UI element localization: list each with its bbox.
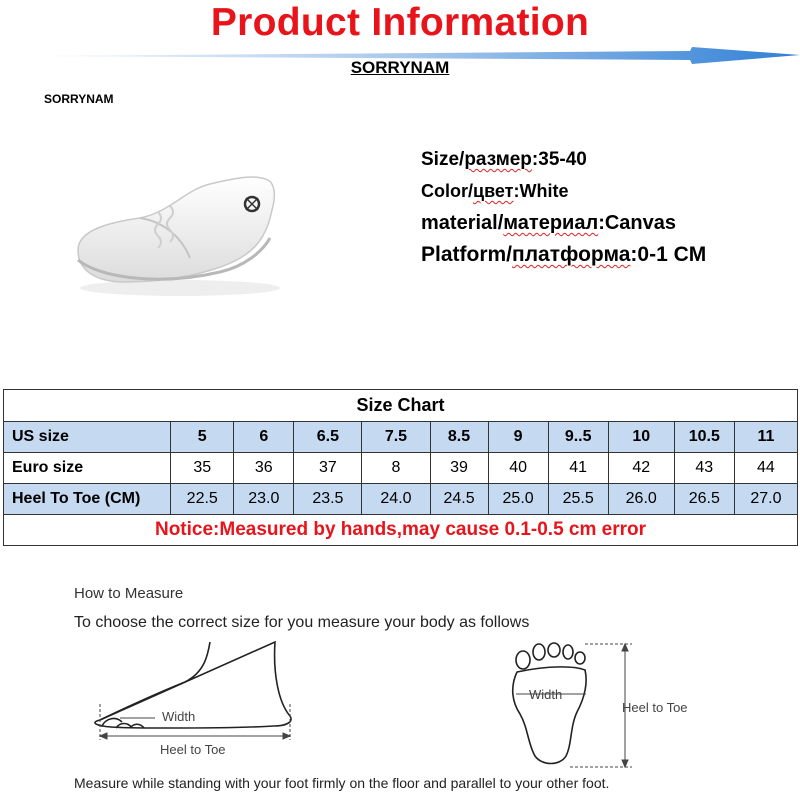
table-cell: 5 xyxy=(171,422,234,453)
table-cell: 8 xyxy=(362,453,430,484)
row-header: Euro size xyxy=(4,453,171,484)
table-cell: 41 xyxy=(548,453,608,484)
table-cell: 10 xyxy=(608,422,674,453)
size-chart-table xyxy=(3,389,798,546)
side-length-label: Heel to Toe xyxy=(160,742,226,757)
table-cell: 27.0 xyxy=(734,484,797,515)
measure-instruction: To choose the correct size for you measure your body as follows xyxy=(74,614,530,631)
table-row xyxy=(4,484,798,515)
side-width-label: Width xyxy=(162,709,196,724)
table-cell: 6 xyxy=(234,422,294,453)
table-cell: 43 xyxy=(674,453,734,484)
spec-platform: Platform/платформа:0-1 CM xyxy=(421,243,707,266)
top-foot-icon xyxy=(513,643,586,764)
table-cell: 22.5 xyxy=(171,484,234,515)
measure-footer-note: Measure while standing with your foot firmly on the floor and parallel to your other foot. xyxy=(74,775,610,791)
spec-color: Color/цвет:White xyxy=(421,181,569,201)
measurement-notice: Notice:Measured by hands,may cause 0.1-0.5 cm error xyxy=(4,515,798,546)
spec-material: material/материал:Canvas xyxy=(421,212,676,234)
table-cell: 7.5 xyxy=(362,422,430,453)
table-cell: 37 xyxy=(294,453,362,484)
table-cell: 23.5 xyxy=(294,484,362,515)
table-row xyxy=(4,422,798,453)
table-cell: 26.5 xyxy=(674,484,734,515)
table-cell: 24.0 xyxy=(362,484,430,515)
table-cell: 35 xyxy=(171,453,234,484)
table-cell: 8.5 xyxy=(430,422,488,453)
row-header: US size xyxy=(4,422,171,453)
table-cell: 25.0 xyxy=(488,484,548,515)
table-cell: 9..5 xyxy=(548,422,608,453)
white-canvas-shoe-image xyxy=(70,160,300,300)
how-to-measure-heading: How to Measure xyxy=(74,585,184,602)
table-cell: 36 xyxy=(234,453,294,484)
brand-name-heading: SORRYNAM xyxy=(350,58,450,77)
table-cell: 42 xyxy=(608,453,674,484)
table-cell: 10.5 xyxy=(674,422,734,453)
table-cell: 9 xyxy=(488,422,548,453)
spec-size: Size/размер:35-40 xyxy=(421,149,587,170)
table-cell: 25.5 xyxy=(548,484,608,515)
table-cell: 23.0 xyxy=(234,484,294,515)
table-row xyxy=(4,453,798,484)
brand-name-label: SORRYNAM xyxy=(44,92,114,106)
top-width-label: Width xyxy=(529,687,563,702)
table-cell: 26.0 xyxy=(608,484,674,515)
table-cell: 24.5 xyxy=(430,484,488,515)
table-cell: 11 xyxy=(734,422,797,453)
foot-measurement-diagram xyxy=(80,632,740,772)
size-chart-caption: Size Chart xyxy=(4,390,798,422)
page-title: Product Information xyxy=(210,1,590,44)
top-length-label: Heel to Toe xyxy=(622,700,688,715)
table-cell: 40 xyxy=(488,453,548,484)
table-cell: 44 xyxy=(734,453,797,484)
table-cell: 6.5 xyxy=(294,422,362,453)
table-cell: 39 xyxy=(430,453,488,484)
row-header: Heel To Toe (CM) xyxy=(4,484,171,515)
